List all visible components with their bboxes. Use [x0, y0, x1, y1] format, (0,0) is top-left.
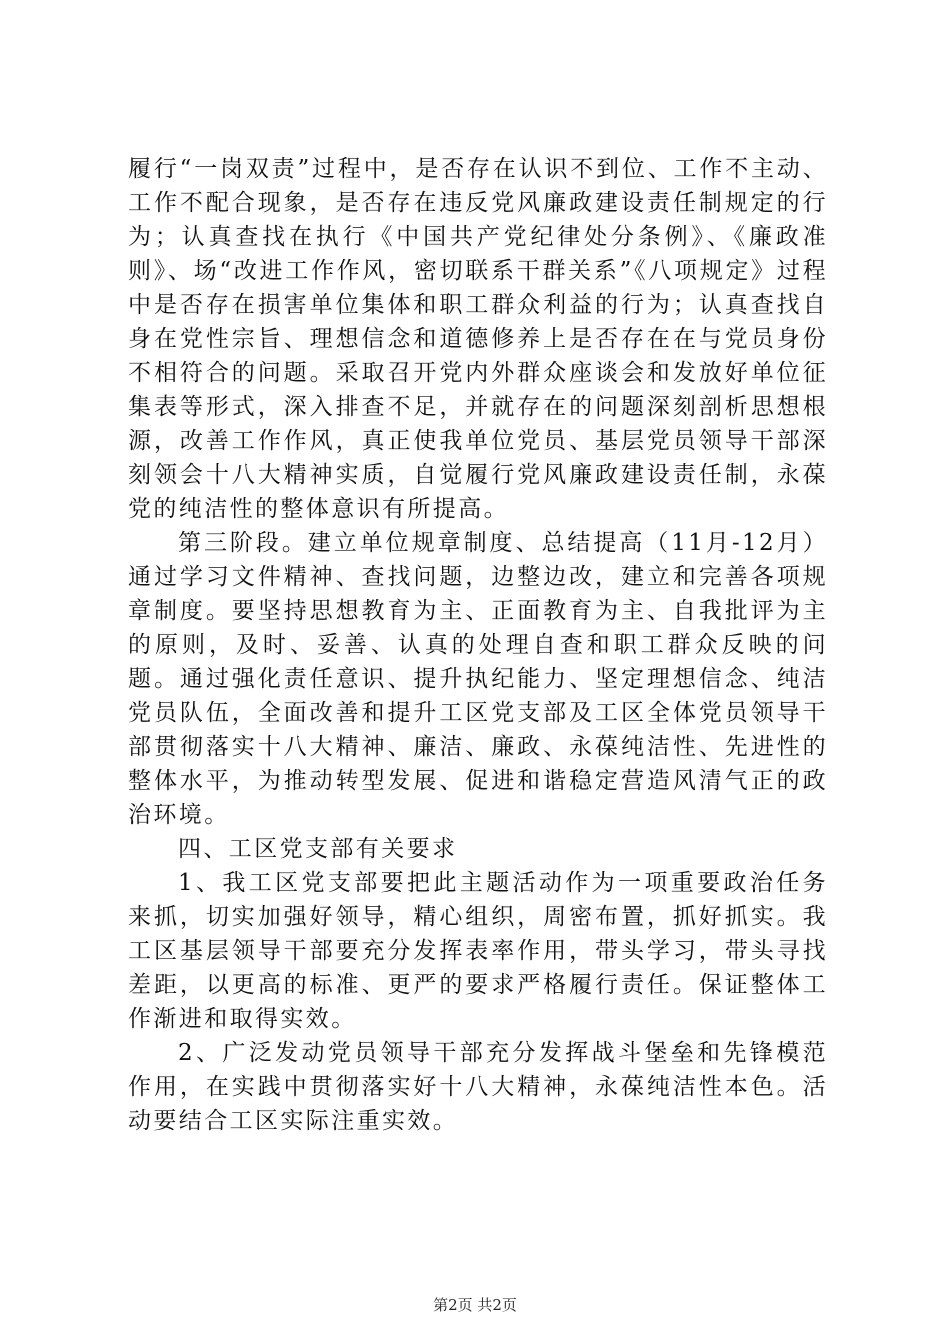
page-number-label: 第2页 共2页	[433, 1296, 517, 1314]
paragraph-requirement-2: 2、广泛发动党员领导干部充分发挥战斗堡垒和先锋模范作用，在实践中贯彻落实好十八大精神，永葆纯洁性本色。活动要结合工区实际注重实效。	[128, 1040, 828, 1134]
paragraph-stage-three: 第三阶段。建立单位规章制度、总结提高（11月-12月）通过学习文件精神、查找问题，边整边改，建立和完善各项规章制度。要坚持思想教育为主、正面教育为主、自我批评为主的原则，及时、妥善、认真的处理自查和职工群众反映的问题。通过强化责任意识、提升执纪能力、坚定理想信念、纯洁党员队伍，全面改善和提升工区党支部及工区全体党员领导干部贯彻落实十八大精神、廉洁、廉政、永葆纯洁性、先进性的整体水平，为推动转型发展、促进和谐稳定营造风清气正的政治环境。	[128, 530, 828, 828]
paragraph-requirement-1: 1、我工区党支部要把此主题活动作为一项重要政治任务来抓，切实加强好领导，精心组织，周密布置，抓好抓实。我工区基层领导干部要充分发挥表率作用，带头学习，带头寻找差距，以更高的标准、更严的要求严格履行责任。保证整体工作渐进和取得实效。	[128, 870, 828, 1032]
paragraph-continuation: 履行“一岗双责”过程中，是否存在认识不到位、工作不主动、工作不配合现象，是否存在违反党风廉政建设责任制规定的行为；认真查找在执行《中国共产党纪律处分条例》、《廉政准则》、场“改进工作作风，密切联系干群关系”《八项规定》过程中是否存在损害单位集体和职工群众利益的行为；认真查找自身在党性宗旨、理想信念和道德修养上是否存在在与党员身份不相符合的问题。采取召开党内外群众座谈会和发放好单位征集表等形式，深入排查不足，并就存在的问题深刻剖析思想根源，改善工作作风，真正使我单位党员、基层党员领导干部深刻领会十八大精神实质，自觉履行党风廉政建设责任制，永葆党的纯洁性的整体意识有所提高。	[128, 156, 828, 522]
section-heading-requirements: 四、工区党支部有关要求	[178, 836, 458, 862]
page-footer	[0, 1295, 950, 1315]
document-body	[128, 152, 828, 1138]
